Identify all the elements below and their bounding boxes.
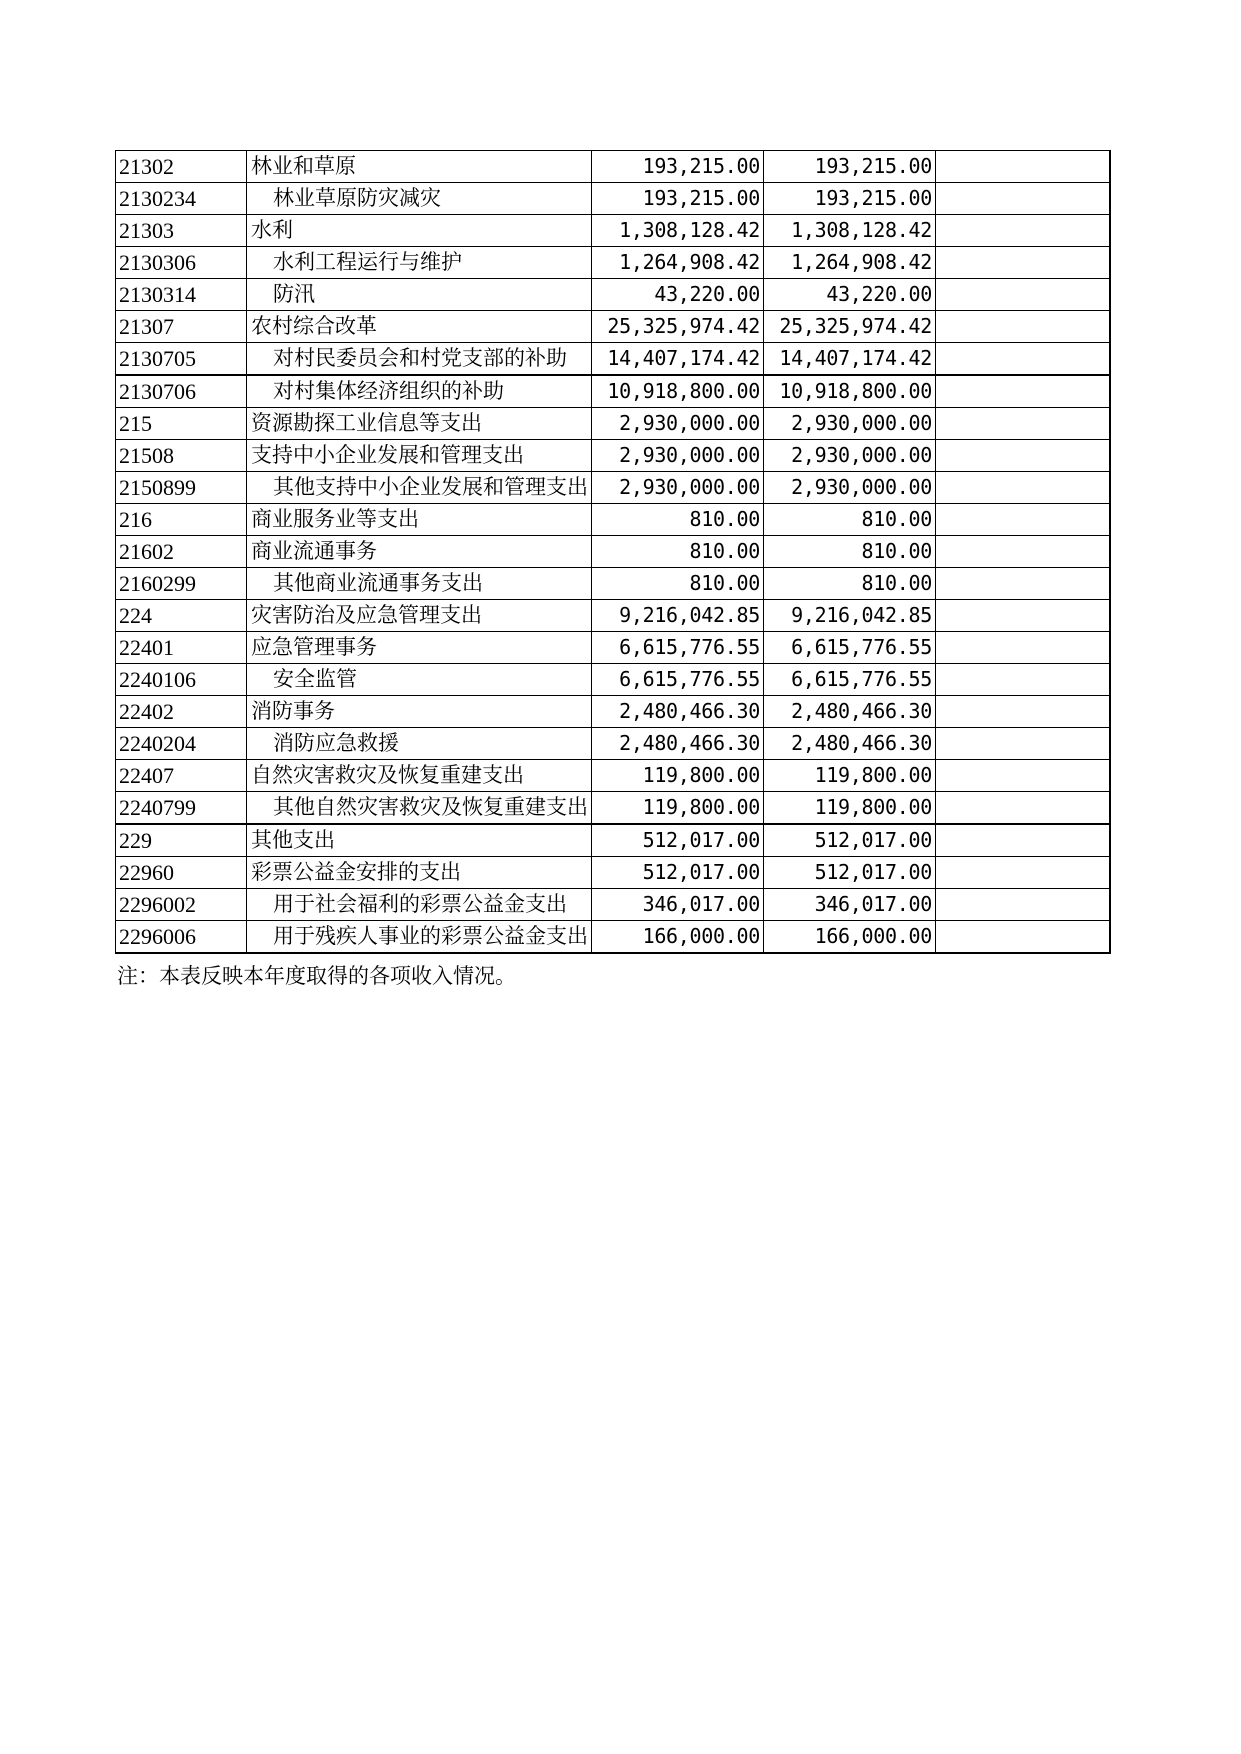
table-row xyxy=(116,568,1110,600)
table-row xyxy=(116,921,1110,954)
budget-table xyxy=(115,150,1111,954)
account-name-cell: 灾害防治及应急管理支出 xyxy=(247,600,592,632)
empty-cell xyxy=(936,632,1110,664)
account-name-cell: 其他自然灾害救灾及恢复重建支出 xyxy=(247,792,592,825)
account-code-cell: 2296002 xyxy=(116,889,247,921)
empty-cell xyxy=(936,696,1110,728)
amount-fiscal-cell: 6,615,776.55 xyxy=(764,664,936,696)
amount-fiscal-cell: 10,918,800.00 xyxy=(764,375,936,408)
account-code-cell: 2240799 xyxy=(116,792,247,825)
account-name-cell: 对村集体经济组织的补助 xyxy=(247,375,592,408)
account-name-cell: 水利工程运行与维护 xyxy=(247,247,592,279)
amount-total-cell: 6,615,776.55 xyxy=(592,664,764,696)
table-row xyxy=(116,472,1110,504)
empty-cell xyxy=(936,664,1110,696)
table-row xyxy=(116,247,1110,279)
account-name-cell: 彩票公益金安排的支出 xyxy=(247,857,592,889)
empty-cell xyxy=(936,183,1110,215)
empty-cell xyxy=(936,343,1110,376)
table-row xyxy=(116,504,1110,536)
account-code-cell: 2160299 xyxy=(116,568,247,600)
account-code-cell: 2130306 xyxy=(116,247,247,279)
account-name-cell: 消防事务 xyxy=(247,696,592,728)
empty-cell xyxy=(936,889,1110,921)
table-row xyxy=(116,728,1110,760)
amount-fiscal-cell: 119,800.00 xyxy=(764,792,936,825)
account-code-cell: 2130705 xyxy=(116,343,247,376)
account-name-cell: 安全监管 xyxy=(247,664,592,696)
empty-cell xyxy=(936,151,1110,183)
amount-fiscal-cell: 14,407,174.42 xyxy=(764,343,936,376)
amount-fiscal-cell: 25,325,974.42 xyxy=(764,311,936,343)
account-name-cell: 支持中小企业发展和管理支出 xyxy=(247,440,592,472)
account-name-cell: 商业流通事务 xyxy=(247,536,592,568)
table-row xyxy=(116,632,1110,664)
amount-fiscal-cell: 193,215.00 xyxy=(764,183,936,215)
amount-total-cell: 9,216,042.85 xyxy=(592,600,764,632)
amount-total-cell: 10,918,800.00 xyxy=(592,375,764,408)
account-code-cell: 2240106 xyxy=(116,664,247,696)
table-row xyxy=(116,375,1110,408)
amount-fiscal-cell: 810.00 xyxy=(764,504,936,536)
table-row xyxy=(116,183,1110,215)
amount-fiscal-cell: 193,215.00 xyxy=(764,151,936,183)
table-row xyxy=(116,440,1110,472)
table-row xyxy=(116,760,1110,792)
table-row xyxy=(116,889,1110,921)
account-name-cell: 对村民委员会和村党支部的补助 xyxy=(247,343,592,376)
empty-cell xyxy=(936,375,1110,408)
account-name-cell: 用于社会福利的彩票公益金支出 xyxy=(247,889,592,921)
account-name-cell: 防汛 xyxy=(247,279,592,311)
account-code-cell: 21508 xyxy=(116,440,247,472)
empty-cell xyxy=(936,600,1110,632)
account-name-cell: 水利 xyxy=(247,215,592,247)
empty-cell xyxy=(936,824,1110,857)
empty-cell xyxy=(936,504,1110,536)
table-row xyxy=(116,696,1110,728)
table-footnote: 注：本表反映本年度取得的各项收入情况。 xyxy=(117,964,516,988)
account-name-cell: 林业草原防灾减灾 xyxy=(247,183,592,215)
amount-total-cell: 810.00 xyxy=(592,504,764,536)
account-code-cell: 22960 xyxy=(116,857,247,889)
amount-total-cell: 346,017.00 xyxy=(592,889,764,921)
account-code-cell: 224 xyxy=(116,600,247,632)
amount-fiscal-cell: 2,930,000.00 xyxy=(764,408,936,440)
account-code-cell: 2130314 xyxy=(116,279,247,311)
table-row xyxy=(116,536,1110,568)
account-name-cell: 其他支持中小企业发展和管理支出 xyxy=(247,472,592,504)
amount-fiscal-cell: 810.00 xyxy=(764,568,936,600)
account-code-cell: 22401 xyxy=(116,632,247,664)
amount-fiscal-cell: 9,216,042.85 xyxy=(764,600,936,632)
empty-cell xyxy=(936,857,1110,889)
amount-total-cell: 512,017.00 xyxy=(592,857,764,889)
amount-total-cell: 810.00 xyxy=(592,536,764,568)
account-code-cell: 21302 xyxy=(116,151,247,183)
amount-total-cell: 166,000.00 xyxy=(592,921,764,954)
table-row xyxy=(116,279,1110,311)
table-row xyxy=(116,408,1110,440)
amount-fiscal-cell: 2,930,000.00 xyxy=(764,440,936,472)
account-name-cell: 自然灾害救灾及恢复重建支出 xyxy=(247,760,592,792)
account-code-cell: 21602 xyxy=(116,536,247,568)
table-row xyxy=(116,824,1110,857)
account-code-cell: 2130706 xyxy=(116,375,247,408)
budget-table-body xyxy=(116,151,1110,954)
table-row xyxy=(116,600,1110,632)
empty-cell xyxy=(936,247,1110,279)
table-row xyxy=(116,664,1110,696)
table-row xyxy=(116,792,1110,825)
empty-cell xyxy=(936,311,1110,343)
amount-fiscal-cell: 810.00 xyxy=(764,536,936,568)
empty-cell xyxy=(936,408,1110,440)
empty-cell xyxy=(936,536,1110,568)
account-code-cell: 229 xyxy=(116,824,247,857)
amount-total-cell: 2,930,000.00 xyxy=(592,472,764,504)
amount-total-cell: 2,930,000.00 xyxy=(592,408,764,440)
amount-fiscal-cell: 6,615,776.55 xyxy=(764,632,936,664)
amount-total-cell: 119,800.00 xyxy=(592,792,764,825)
account-name-cell: 用于残疾人事业的彩票公益金支出 xyxy=(247,921,592,954)
empty-cell xyxy=(936,472,1110,504)
amount-fiscal-cell: 1,264,908.42 xyxy=(764,247,936,279)
amount-total-cell: 193,215.00 xyxy=(592,151,764,183)
account-code-cell: 2150899 xyxy=(116,472,247,504)
amount-fiscal-cell: 346,017.00 xyxy=(764,889,936,921)
empty-cell xyxy=(936,279,1110,311)
table-row xyxy=(116,857,1110,889)
account-name-cell: 消防应急救援 xyxy=(247,728,592,760)
empty-cell xyxy=(936,792,1110,825)
amount-total-cell: 43,220.00 xyxy=(592,279,764,311)
table-row xyxy=(116,343,1110,376)
table-row xyxy=(116,151,1110,183)
empty-cell xyxy=(936,760,1110,792)
amount-fiscal-cell: 166,000.00 xyxy=(764,921,936,954)
amount-total-cell: 810.00 xyxy=(592,568,764,600)
amount-fiscal-cell: 2,930,000.00 xyxy=(764,472,936,504)
amount-fiscal-cell: 2,480,466.30 xyxy=(764,696,936,728)
amount-total-cell: 1,264,908.42 xyxy=(592,247,764,279)
amount-total-cell: 1,308,128.42 xyxy=(592,215,764,247)
amount-fiscal-cell: 119,800.00 xyxy=(764,760,936,792)
amount-total-cell: 119,800.00 xyxy=(592,760,764,792)
amount-fiscal-cell: 1,308,128.42 xyxy=(764,215,936,247)
amount-total-cell: 512,017.00 xyxy=(592,824,764,857)
amount-total-cell: 193,215.00 xyxy=(592,183,764,215)
amount-fiscal-cell: 43,220.00 xyxy=(764,279,936,311)
account-name-cell: 其他支出 xyxy=(247,824,592,857)
account-name-cell: 农村综合改革 xyxy=(247,311,592,343)
account-code-cell: 22407 xyxy=(116,760,247,792)
amount-total-cell: 2,480,466.30 xyxy=(592,696,764,728)
amount-total-cell: 25,325,974.42 xyxy=(592,311,764,343)
amount-fiscal-cell: 512,017.00 xyxy=(764,857,936,889)
account-code-cell: 216 xyxy=(116,504,247,536)
empty-cell xyxy=(936,568,1110,600)
amount-total-cell: 2,480,466.30 xyxy=(592,728,764,760)
amount-fiscal-cell: 512,017.00 xyxy=(764,824,936,857)
table-row xyxy=(116,311,1110,343)
empty-cell xyxy=(936,728,1110,760)
amount-total-cell: 14,407,174.42 xyxy=(592,343,764,376)
account-name-cell: 应急管理事务 xyxy=(247,632,592,664)
amount-total-cell: 6,615,776.55 xyxy=(592,632,764,664)
empty-cell xyxy=(936,921,1110,954)
account-code-cell: 21307 xyxy=(116,311,247,343)
account-name-cell: 资源勘探工业信息等支出 xyxy=(247,408,592,440)
account-code-cell: 215 xyxy=(116,408,247,440)
account-name-cell: 其他商业流通事务支出 xyxy=(247,568,592,600)
account-code-cell: 2130234 xyxy=(116,183,247,215)
amount-fiscal-cell: 2,480,466.30 xyxy=(764,728,936,760)
empty-cell xyxy=(936,215,1110,247)
empty-cell xyxy=(936,440,1110,472)
account-code-cell: 21303 xyxy=(116,215,247,247)
amount-total-cell: 2,930,000.00 xyxy=(592,440,764,472)
account-code-cell: 2296006 xyxy=(116,921,247,954)
table-row xyxy=(116,215,1110,247)
account-code-cell: 22402 xyxy=(116,696,247,728)
account-name-cell: 商业服务业等支出 xyxy=(247,504,592,536)
account-name-cell: 林业和草原 xyxy=(247,151,592,183)
account-code-cell: 2240204 xyxy=(116,728,247,760)
